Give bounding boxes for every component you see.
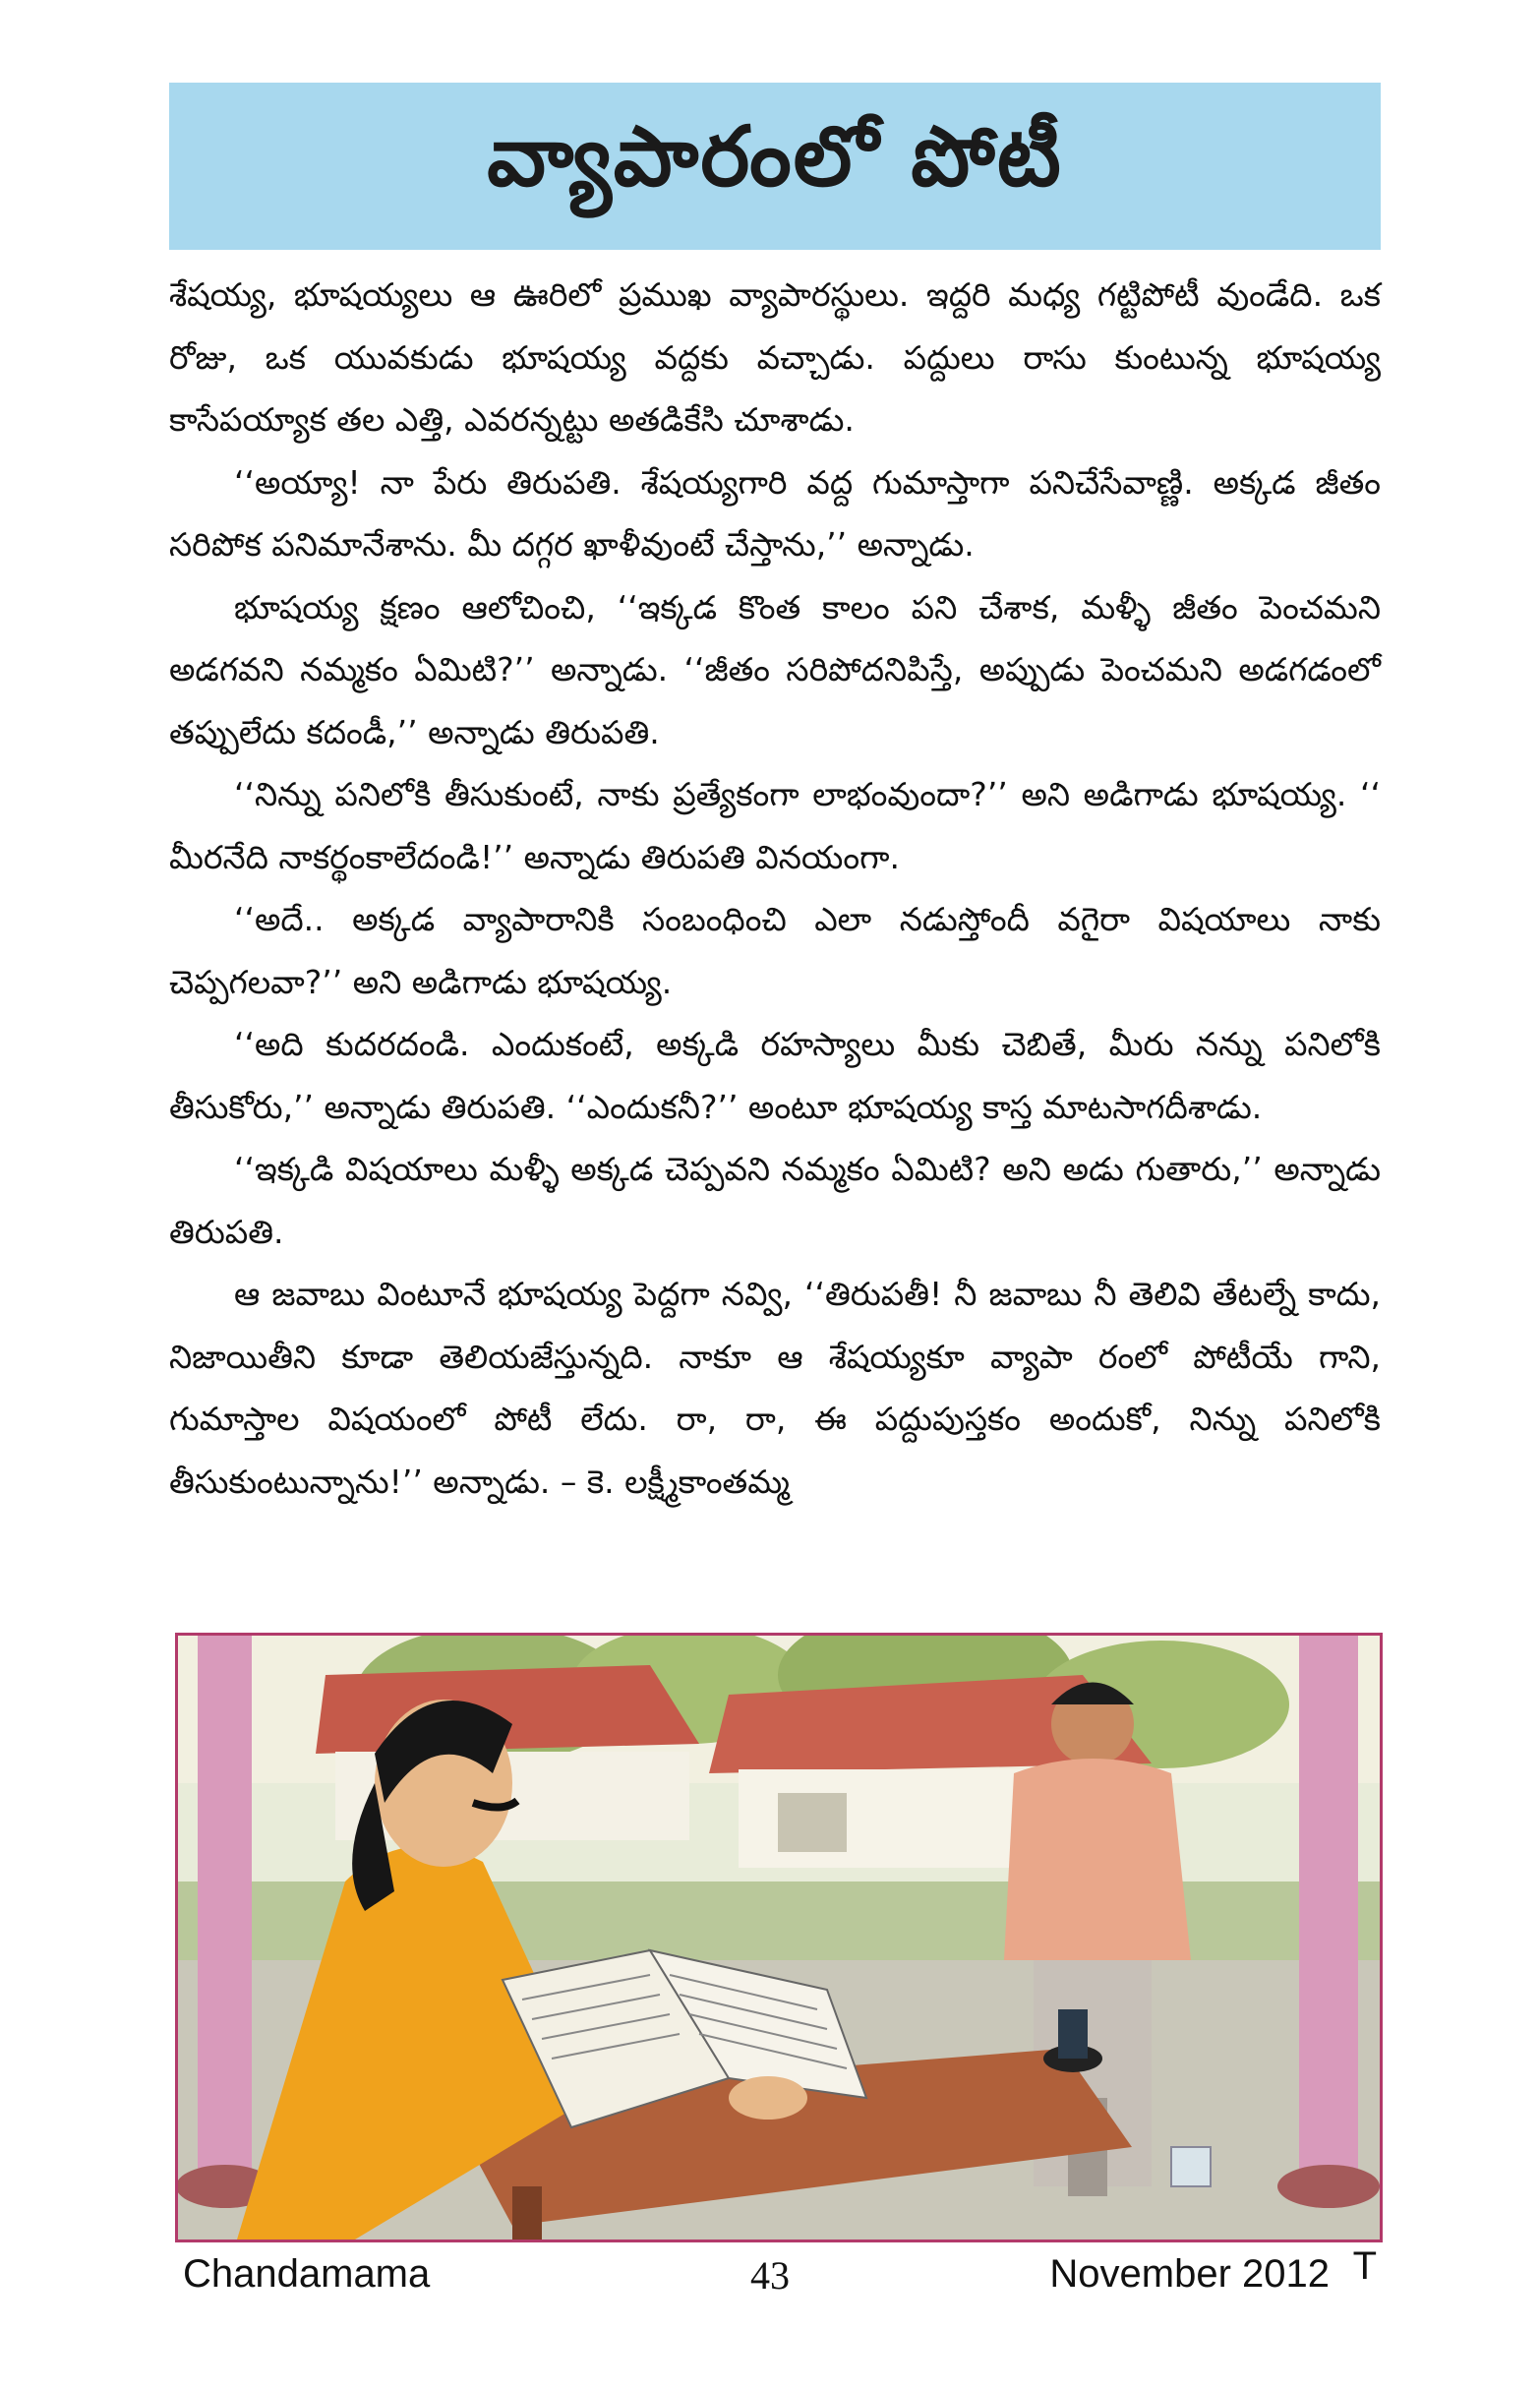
publication-name: Chandamama	[183, 2252, 431, 2296]
story-title: వ్యాపారంలో పోటీ	[487, 107, 1063, 205]
story-body	[169, 264, 1381, 1513]
paragraph: శేషయ్య, భూషయ్యలు ఆ ఊరిలో ప్రముఖ వ్యాపారస్థులు. ఇద్దరి మధ్య గట్టిపోటీ వుండేది. ఒక రోజు, ఒక యువకుడు భూషయ్య వద్దకు వచ్చాడు. పద్దులు రాసు కుంటున్న భూషయ్య కాసేపయ్యాక తల ఎత్తి, ఎవరన్నట్టు అతడికేసి చూశాడు.	[169, 275, 1381, 439]
paragraph: ‘‘అయ్యా! నా పేరు తిరుపతి. శేషయ్యగారి వద్ద గుమాస్తాగా పనిచేసేవాణ్ణి. అక్కడ జీతం సరిపోక పనిమానేశాను. మీ దగ్గర ఖాళీవుంటే చేస్తాను,’’ అన్నాడు.	[169, 462, 1381, 564]
paragraph: భూషయ్య క్షణం ఆలోచించి, ‘‘ఇక్కడ కొంత కాలం పని చేశాక, మళ్ళీ జీతం పెంచమని అడగవని నమ్మకం ఏమిటి?’’ అన్నాడు. ‘‘జీతం సరిపోదనిపిస్తే, అప్పుడు పెంచమని అడగడంలో తప్పులేదు కదండీ,’’ అన్నాడు తిరుపతి.	[169, 587, 1381, 751]
paragraph: ‘‘అదే.. అక్కడ వ్యాపారానికి సంబంధించి ఎలా నడుస్తోందీ వగైరా విషయాలు నాకు చెప్పగలవా?’’ అని అడిగాడు భూషయ్య.	[169, 900, 1381, 1001]
paragraph: ఆ జవాబు వింటూనే భూషయ్య పెద్దగా నవ్వి, ‘‘తిరుపతీ! నీ జవాబు నీ తెలివి తేటల్నే కాదు, నిజాయితీని కూడా తెలియజేస్తున్నది. నాకూ ఆ శేషయ్యకూ వ్యాపా రంలో పోటీయే గాని, గుమాస్తాల విషయంలో పోటీ లేదు. రా, రా, ఈ పద్దుపుస్తకం అందుకో, నిన్ను పనిలోకి తీసుకుంటున్నాను!’’ అన్నాడు. – కె. లక్ష్మీకాంతమ్మ	[169, 1275, 1381, 1501]
title-banner	[169, 83, 1381, 250]
illustration-art	[178, 1636, 1380, 2240]
paragraph: ‘‘నిన్ను పనిలోకి తీసుకుంటే, నాకు ప్రత్యేకంగా లాభంవుందా?’’ అని అడిగాడు భూషయ్య. ‘‘ మీరనేది నాకర్థంకాలేదండి!’’ అన్నాడు తిరుపతి వినయంగా.	[169, 775, 1381, 876]
page-number: 43	[750, 2253, 790, 2298]
story-illustration	[175, 1633, 1383, 2242]
edition-mark: T	[1352, 2244, 1377, 2288]
paragraph: ‘‘ఇక్కడి విషయాలు మళ్ళీ అక్కడ చెప్పవని నమ్మకం ఏమిటి? అని అడు గుతారు,’’ అన్నాడు తిరుపతి.	[169, 1150, 1381, 1251]
issue-date: November 2012	[1049, 2252, 1330, 2296]
page-footer	[0, 2244, 1540, 2321]
paragraph: ‘‘అది కుదరదండి. ఎందుకంటే, అక్కడి రహస్యాలు మీకు చెబితే, మీరు నన్ను పనిలోకి తీసుకోరు,’’ అన్నాడు తిరుపతి. ‘‘ఎందుకనీ?’’ అంటూ భూషయ్య కాస్త మాటసాగదీశాడు.	[169, 1025, 1381, 1126]
